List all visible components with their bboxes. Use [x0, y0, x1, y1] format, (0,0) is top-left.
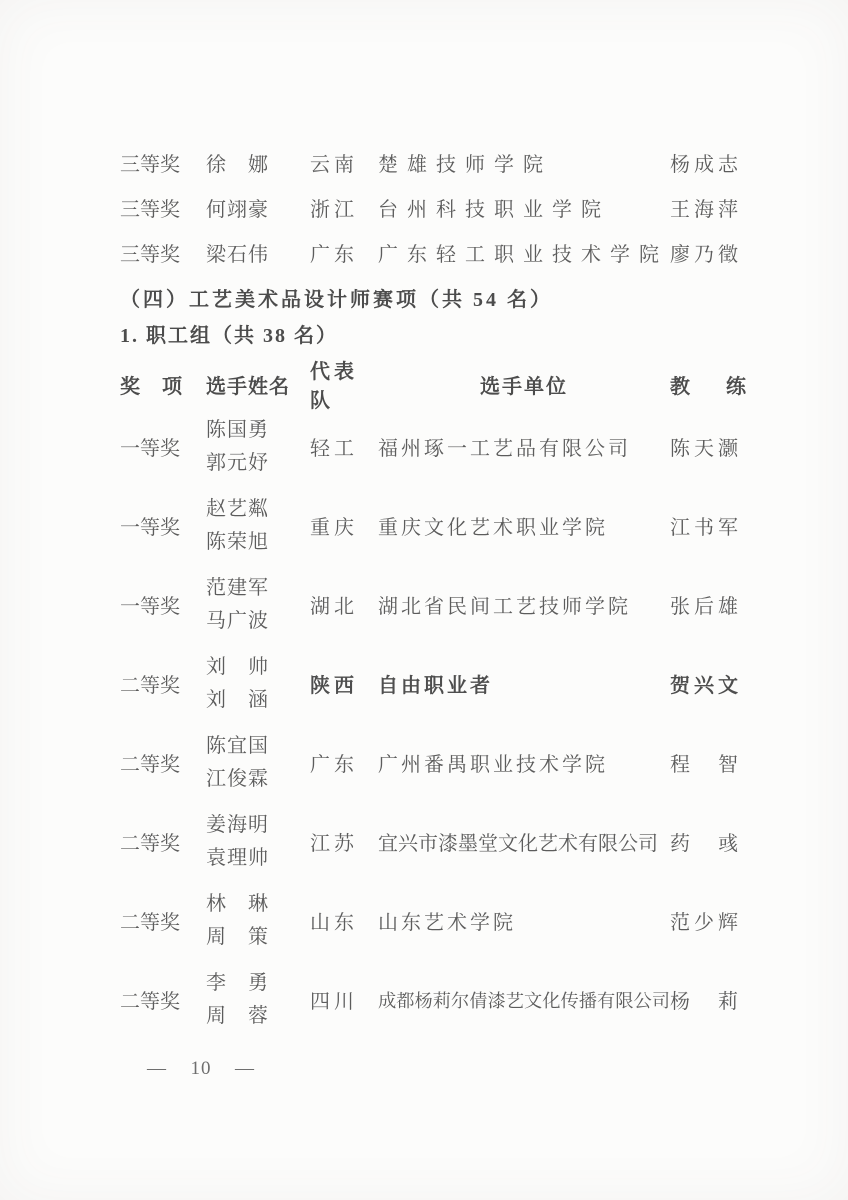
table-body: [120, 407, 788, 1039]
prize-row: [120, 644, 788, 723]
team-cell: 广东: [310, 754, 358, 776]
contestant-name: 周 策: [206, 925, 269, 948]
contestant-name: 江俊霖: [206, 767, 269, 790]
contestant-names: [206, 888, 310, 954]
team-cell: 四川: [310, 991, 358, 1013]
page-number: 10: [190, 1058, 212, 1079]
prize-row: [120, 960, 788, 1039]
coach-cell: 程 智: [670, 754, 742, 776]
contestant-name: 梁石伟: [206, 244, 269, 266]
coach-cell: 江书军: [670, 517, 742, 539]
coach-cell: 张后雄: [670, 596, 742, 618]
contestant-name: 刘 涵: [206, 688, 269, 711]
contestant-name: 陈国勇: [206, 418, 269, 441]
coach-cell: 杨成志: [670, 154, 742, 176]
coach-cell: 药 彧: [670, 833, 742, 855]
coach-cell: 杨 莉: [670, 991, 742, 1013]
table-header-row: [120, 361, 788, 412]
award-cell: 三等奖: [120, 199, 180, 221]
team-cell: 轻工: [310, 438, 358, 460]
award-row: [120, 140, 788, 185]
unit-cell: 宜兴市漆墨堂文化艺术有限公司: [378, 833, 658, 855]
contestant-names: [206, 967, 310, 1033]
group-heading: 1. 职工组（共 38 名）: [120, 325, 338, 347]
award-cell: 一等奖: [120, 596, 180, 618]
coach-cell: 陈天灏: [670, 438, 742, 460]
award-cell: 二等奖: [120, 833, 180, 855]
team-cell: 湖北: [310, 596, 358, 618]
section-heading: （四）工艺美术品设计师赛项（共 54 名）: [120, 289, 553, 311]
unit-cell: 广东轻工职业技术学院: [378, 244, 668, 266]
contestant-name: 李 勇: [206, 971, 269, 994]
award-cell: 三等奖: [120, 154, 180, 176]
contestant-names: [206, 809, 310, 875]
unit-cell: 重庆文化艺术职业学院: [378, 517, 608, 539]
award-cell: 二等奖: [120, 912, 180, 934]
footer-left-dash: —: [147, 1058, 167, 1079]
coach-cell: 王海萍: [670, 199, 742, 221]
unit-cell: 广州番禺职业技术学院: [378, 754, 608, 776]
contestant-name: 马广波: [206, 609, 269, 632]
award-cell: 一等奖: [120, 517, 180, 539]
header-coach: 教 练: [670, 375, 754, 398]
prize-row: [120, 565, 788, 644]
coach-cell: 范少辉: [670, 912, 742, 934]
unit-cell: 楚雄技师学院: [378, 154, 552, 176]
team-cell: 广东: [310, 244, 358, 266]
contestant-name: 林 琳: [206, 892, 269, 915]
award-cell: 二等奖: [120, 675, 180, 697]
prize-row: [120, 881, 788, 960]
contestant-names: [206, 493, 310, 559]
contestant-name: 陈荣旭: [206, 530, 269, 553]
team-cell: 陕西: [310, 675, 358, 697]
contestant-names: [206, 414, 310, 480]
contestant-name: 周 蓉: [206, 1004, 269, 1027]
coach-cell: 贺兴文: [670, 675, 742, 697]
unit-cell: 山东艺术学院: [378, 912, 516, 934]
team-cell: 浙江: [310, 199, 358, 221]
team-cell: 云南: [310, 154, 358, 176]
contestant-names: [206, 730, 310, 796]
unit-cell: 湖北省民间工艺技师学院: [378, 596, 631, 618]
contestant-name: 陈宜国: [206, 734, 269, 757]
team-cell: 重庆: [310, 517, 358, 539]
award-cell: 一等奖: [120, 438, 180, 460]
award-row: [120, 185, 788, 230]
contestant-name: 姜海明: [206, 813, 269, 836]
award-cell: 三等奖: [120, 244, 180, 266]
team-cell: 山东: [310, 912, 358, 934]
contestant-name: 郭元妤: [206, 451, 269, 474]
prize-row: [120, 407, 788, 486]
contestant-name: 袁理帅: [206, 846, 269, 869]
contestant-names: [206, 572, 310, 638]
prize-row: [120, 723, 788, 802]
contestant-name: 徐 娜: [206, 154, 269, 176]
unit-cell: 福州琢一工艺品有限公司: [378, 438, 631, 460]
team-cell: 江苏: [310, 833, 358, 855]
footer-right-dash: —: [235, 1058, 255, 1079]
page-footer: [140, 1058, 262, 1080]
header-name: 选手姓名: [206, 375, 290, 398]
prize-row: [120, 802, 788, 881]
contestant-name: 何翊豪: [206, 199, 269, 221]
contestant-name: 刘 帅: [206, 655, 269, 678]
award-row: [120, 230, 788, 275]
contestant-names: [206, 651, 310, 717]
award-cell: 二等奖: [120, 991, 180, 1013]
header-team: 代表队: [310, 361, 358, 412]
page-content: [120, 140, 788, 1039]
unit-cell: 自由职业者: [378, 675, 493, 697]
header-unit: 选手单位: [480, 375, 568, 398]
award-cell: 二等奖: [120, 754, 180, 776]
unit-cell: 成都杨莉尔倩漆艺文化传播有限公司: [378, 990, 670, 1011]
header-award: 奖 项: [120, 375, 183, 398]
coach-cell: 廖乃徵: [670, 244, 742, 266]
contestant-name: 赵艺粼: [206, 497, 269, 520]
unit-cell: 台州科技职业学院: [378, 199, 610, 221]
prize-row: [120, 486, 788, 565]
contestant-name: 范建军: [206, 576, 269, 599]
